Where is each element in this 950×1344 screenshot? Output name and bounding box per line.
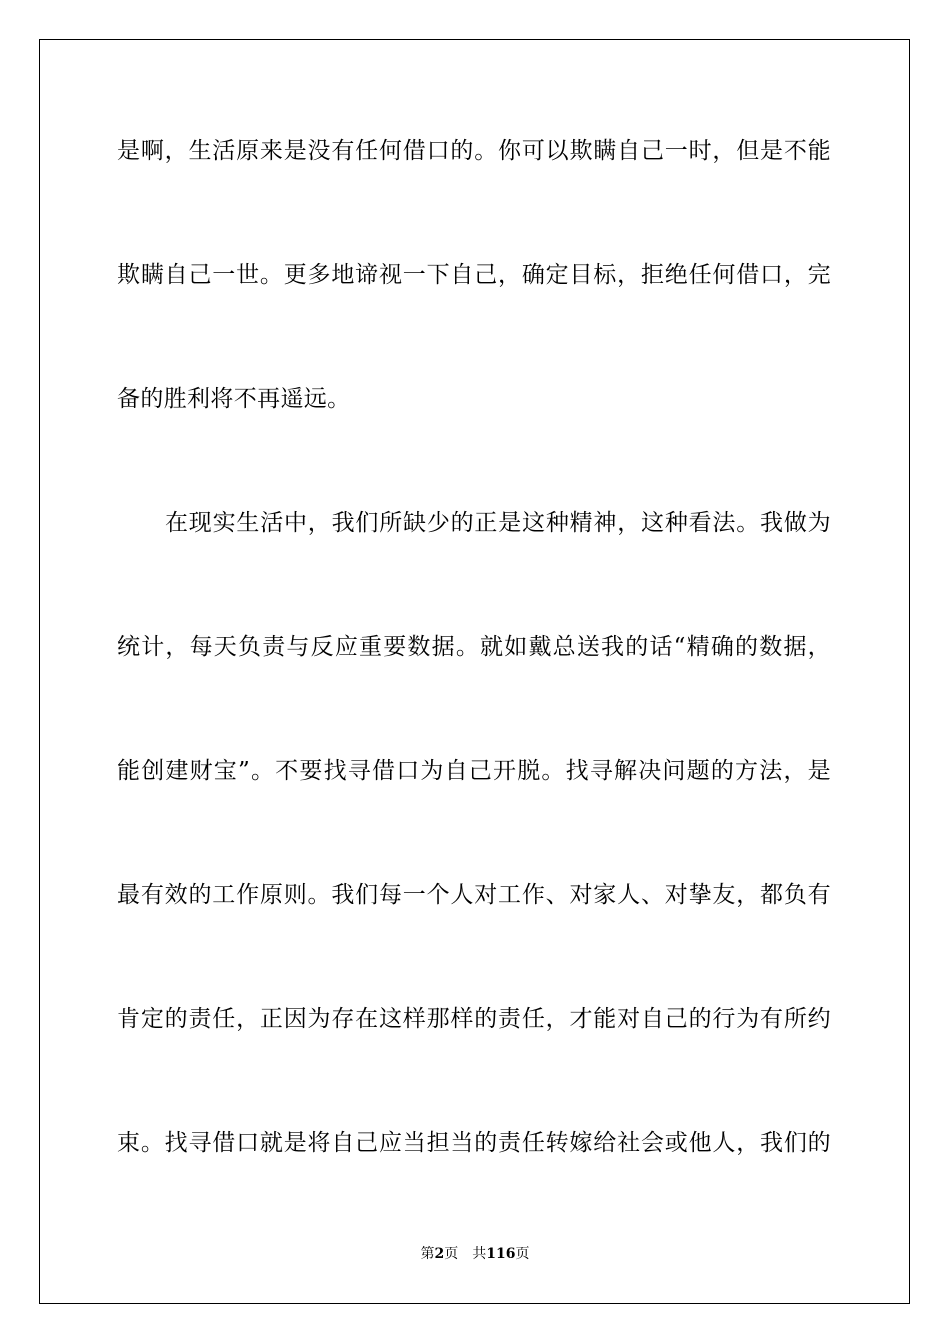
page-suffix: 页 bbox=[444, 1246, 459, 1262]
text-line: 统计，每天负责与反应重要数据。就如戴总送我的话“精确的数据， bbox=[117, 634, 831, 660]
page-footer bbox=[0, 1244, 950, 1264]
document-body bbox=[117, 118, 831, 1234]
page-number: 2 bbox=[434, 1246, 445, 1262]
text-line: 备的胜利将不再遥远。 bbox=[117, 386, 351, 412]
total-prefix: 共 bbox=[472, 1246, 487, 1262]
text-line: 欺瞒自己一世。更多地谛视一下自己，确定目标，拒绝任何借口，完 bbox=[117, 262, 831, 288]
text-line: 能创建财宝”。不要找寻借口为自己开脱。找寻解决问题的方法，是 bbox=[117, 758, 831, 784]
text-line: 束。找寻借口就是将自己应当担当的责任转嫁给社会或他人，我们的 bbox=[117, 1130, 831, 1156]
text-line: 肯定的责任，正因为存在这样那样的责任，才能对自己的行为有所约 bbox=[117, 1006, 831, 1032]
text-line: 是啊，生活原来是没有任何借口的。你可以欺瞒自己一时，但是不能 bbox=[117, 138, 831, 164]
total-suffix: 页 bbox=[515, 1246, 530, 1262]
total-pages: 116 bbox=[486, 1246, 516, 1262]
text-line: 最有效的工作原则。我们每一个人对工作、对家人、对挚友，都负有 bbox=[117, 882, 831, 908]
text-line: 在现实生活中，我们所缺少的正是这种精神，这种看法。我做为 bbox=[165, 510, 831, 536]
page-prefix: 第 bbox=[420, 1246, 435, 1262]
